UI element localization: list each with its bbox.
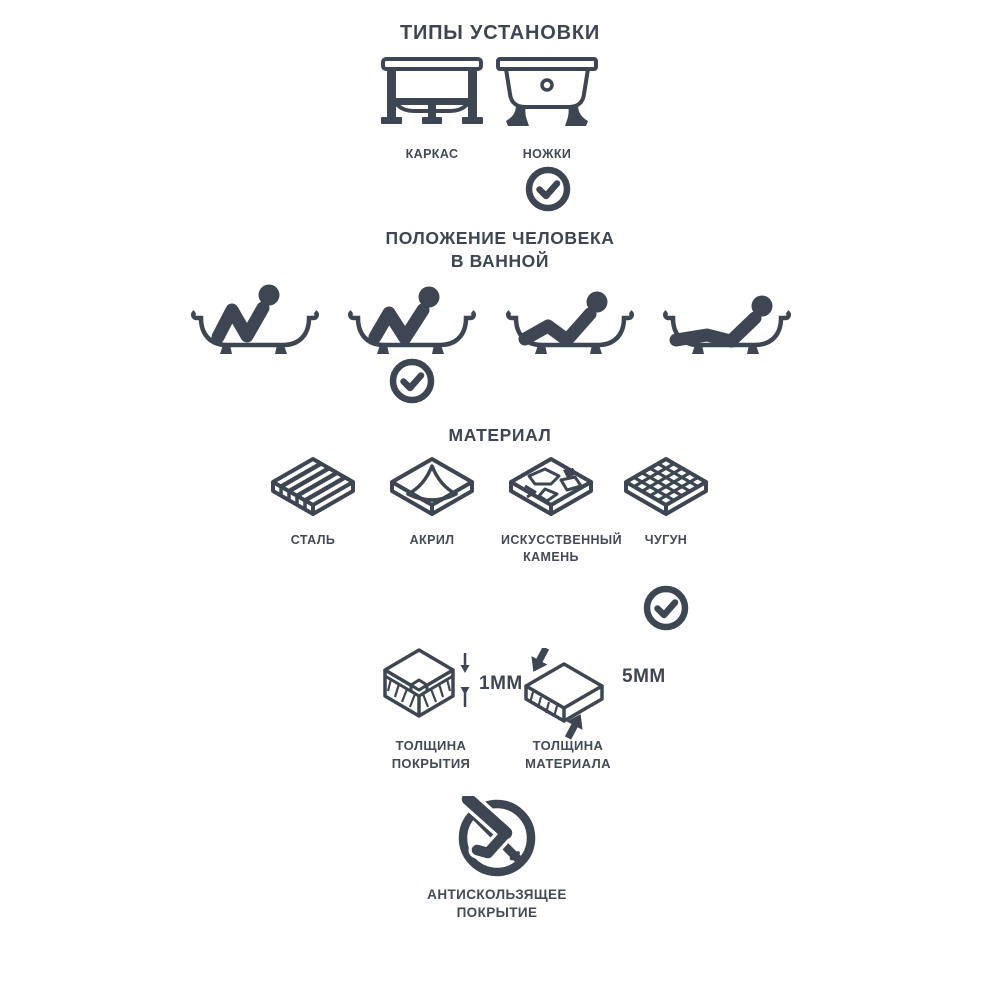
- material-item-label: СТАЛЬ: [290, 533, 336, 547]
- material-item-label: ЧУГУН: [644, 533, 688, 547]
- check-icon: [388, 357, 436, 405]
- antislip-label-line1: АНТИСКОЛЬЗЯЩЕЕ: [427, 887, 567, 902]
- position-title-line1: ПОЛОЖЕНИЕ ЧЕЛОВЕКА: [385, 228, 615, 248]
- person-in-tub-lying-flat-icon: [661, 282, 793, 360]
- installation-item-label: КАРКАС: [405, 147, 459, 161]
- coating-thickness-label: [361, 737, 501, 772]
- position-title-line2: В ВАННОЙ: [450, 251, 550, 271]
- material-thickness-value: 5ММ: [622, 666, 666, 687]
- installation-item-label: НОЖКИ: [522, 147, 572, 161]
- installation-title: ТИПЫ УСТАНОВКИ: [399, 22, 601, 44]
- antislip-label-line2: ПОКРЫТИЕ: [456, 905, 538, 921]
- material-thickness-icon: [512, 648, 616, 740]
- material-thickness-label-line2: МАТЕРИАЛА: [525, 755, 611, 771]
- material-item-steel: [263, 456, 363, 549]
- antislip-label: [387, 886, 607, 922]
- bathtub-on-legs-icon: [491, 54, 603, 138]
- check-icon: [642, 584, 690, 632]
- acrylic-texture-icon: [382, 456, 482, 520]
- material-item-label-line1: ИСКУССТВЕННЫЙ: [501, 533, 622, 547]
- material-thickness-label-line1: ТОЛЩИНА: [532, 738, 604, 753]
- cast-iron-texture-icon: [616, 456, 716, 520]
- bathtub-on-frame-icon: [376, 54, 488, 138]
- coating-thickness-value: 1ММ: [479, 673, 523, 694]
- steel-texture-icon: [263, 456, 363, 520]
- material-thickness-label: [498, 737, 638, 772]
- coating-thickness-icon: [379, 645, 475, 741]
- installation-item-frame: [376, 54, 488, 163]
- check-icon: [524, 165, 572, 213]
- no-slip-icon: [455, 796, 539, 880]
- material-item-stone: [501, 456, 622, 566]
- coating-thickness-label-line2: ПОКРЫТИЯ: [391, 755, 471, 771]
- person-in-tub-upright-icon: [189, 282, 321, 360]
- coating-thickness-label-line1: ТОЛЩИНА: [395, 738, 467, 753]
- material-item-label-line2: КАМЕНЬ: [523, 549, 579, 564]
- material-item-acrylic: [382, 456, 482, 549]
- material-item-cast-iron: [616, 456, 716, 549]
- material-title: МАТЕРИАЛ: [448, 425, 552, 445]
- person-in-tub-slightly-reclined-icon: [346, 282, 478, 360]
- material-item-label: АКРИЛ: [409, 533, 455, 547]
- installation-item-legs: [491, 54, 603, 163]
- person-in-tub-reclined-icon: [504, 282, 636, 360]
- artificial-stone-texture-icon: [501, 456, 601, 520]
